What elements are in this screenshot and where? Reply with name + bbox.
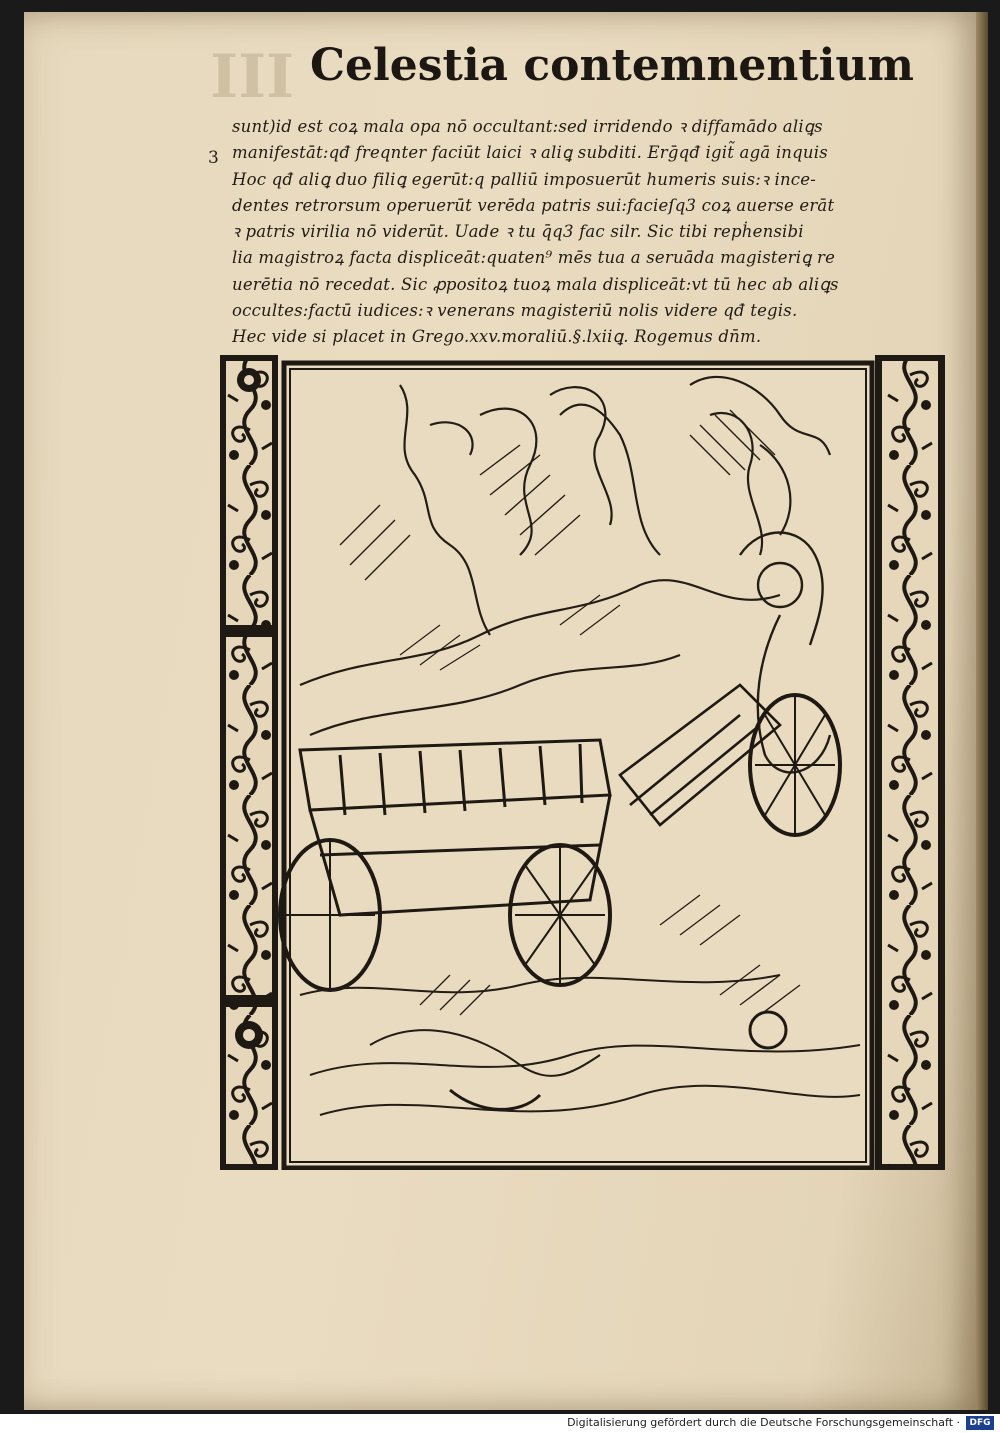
text-line: occultes:factū iudices:ꝛ venerans magisteriū nolis videre qđ tegis.	[232, 301, 798, 321]
page-edge	[976, 12, 988, 1410]
woodcut-illustration-icon	[220, 355, 945, 1170]
text-line: dentes retrorsum operuerūt verēda patris sui:facieſq3 coꝝ auerse erāt	[232, 195, 835, 215]
text-line: Hoc qđ aliꝗ duo filiꝗ egerūt:q palliū imposuerūt humeris suis:ꝛ ince-	[232, 169, 816, 189]
woodcut-illustration	[220, 355, 945, 1170]
margin-mark: 3	[208, 148, 219, 168]
footer-bar	[0, 1414, 1000, 1433]
footer-credit: Digitalisierung gefördert durch die Deutsche Forschungsgemeinschaft ·	[567, 1416, 960, 1429]
text-line: sunt)id est coꝝ mala opa nō occultant:sed irridendo ꝛ diffamādo aliꝗs	[232, 117, 823, 136]
text-line: Hec vide si placet in Grego.xxv.moraliū.§.lxiiꝗ. Rogemus dn̄m.	[232, 327, 762, 347]
text-line: lia magistroꝝ facta displiceāt:quaten⁹ mēs tua a seruāda magisteriꝗ re	[232, 248, 836, 268]
running-head: Celestia contemnentium	[310, 40, 914, 91]
text-line: ꝛ patris virilia nō viderūt. Uade ꝛ tu q̄q3 fac silr. Sic tibi repḣensibi	[232, 222, 804, 242]
text-line: uerētia nō recedat. Sic ꝓpositoꝝ tuoꝝ mala displiceāt:vt tū hec ab aliꝗs	[232, 274, 839, 294]
text-block	[232, 114, 947, 351]
dfg-logo: DFG	[966, 1416, 994, 1430]
show-through-ghost: III	[210, 42, 295, 112]
text-line: manifestāt:qđ freqnter faciūt laici ꝛ aliꝗ subditi. Erḡqđ igit̃ agā inquis	[232, 143, 828, 163]
